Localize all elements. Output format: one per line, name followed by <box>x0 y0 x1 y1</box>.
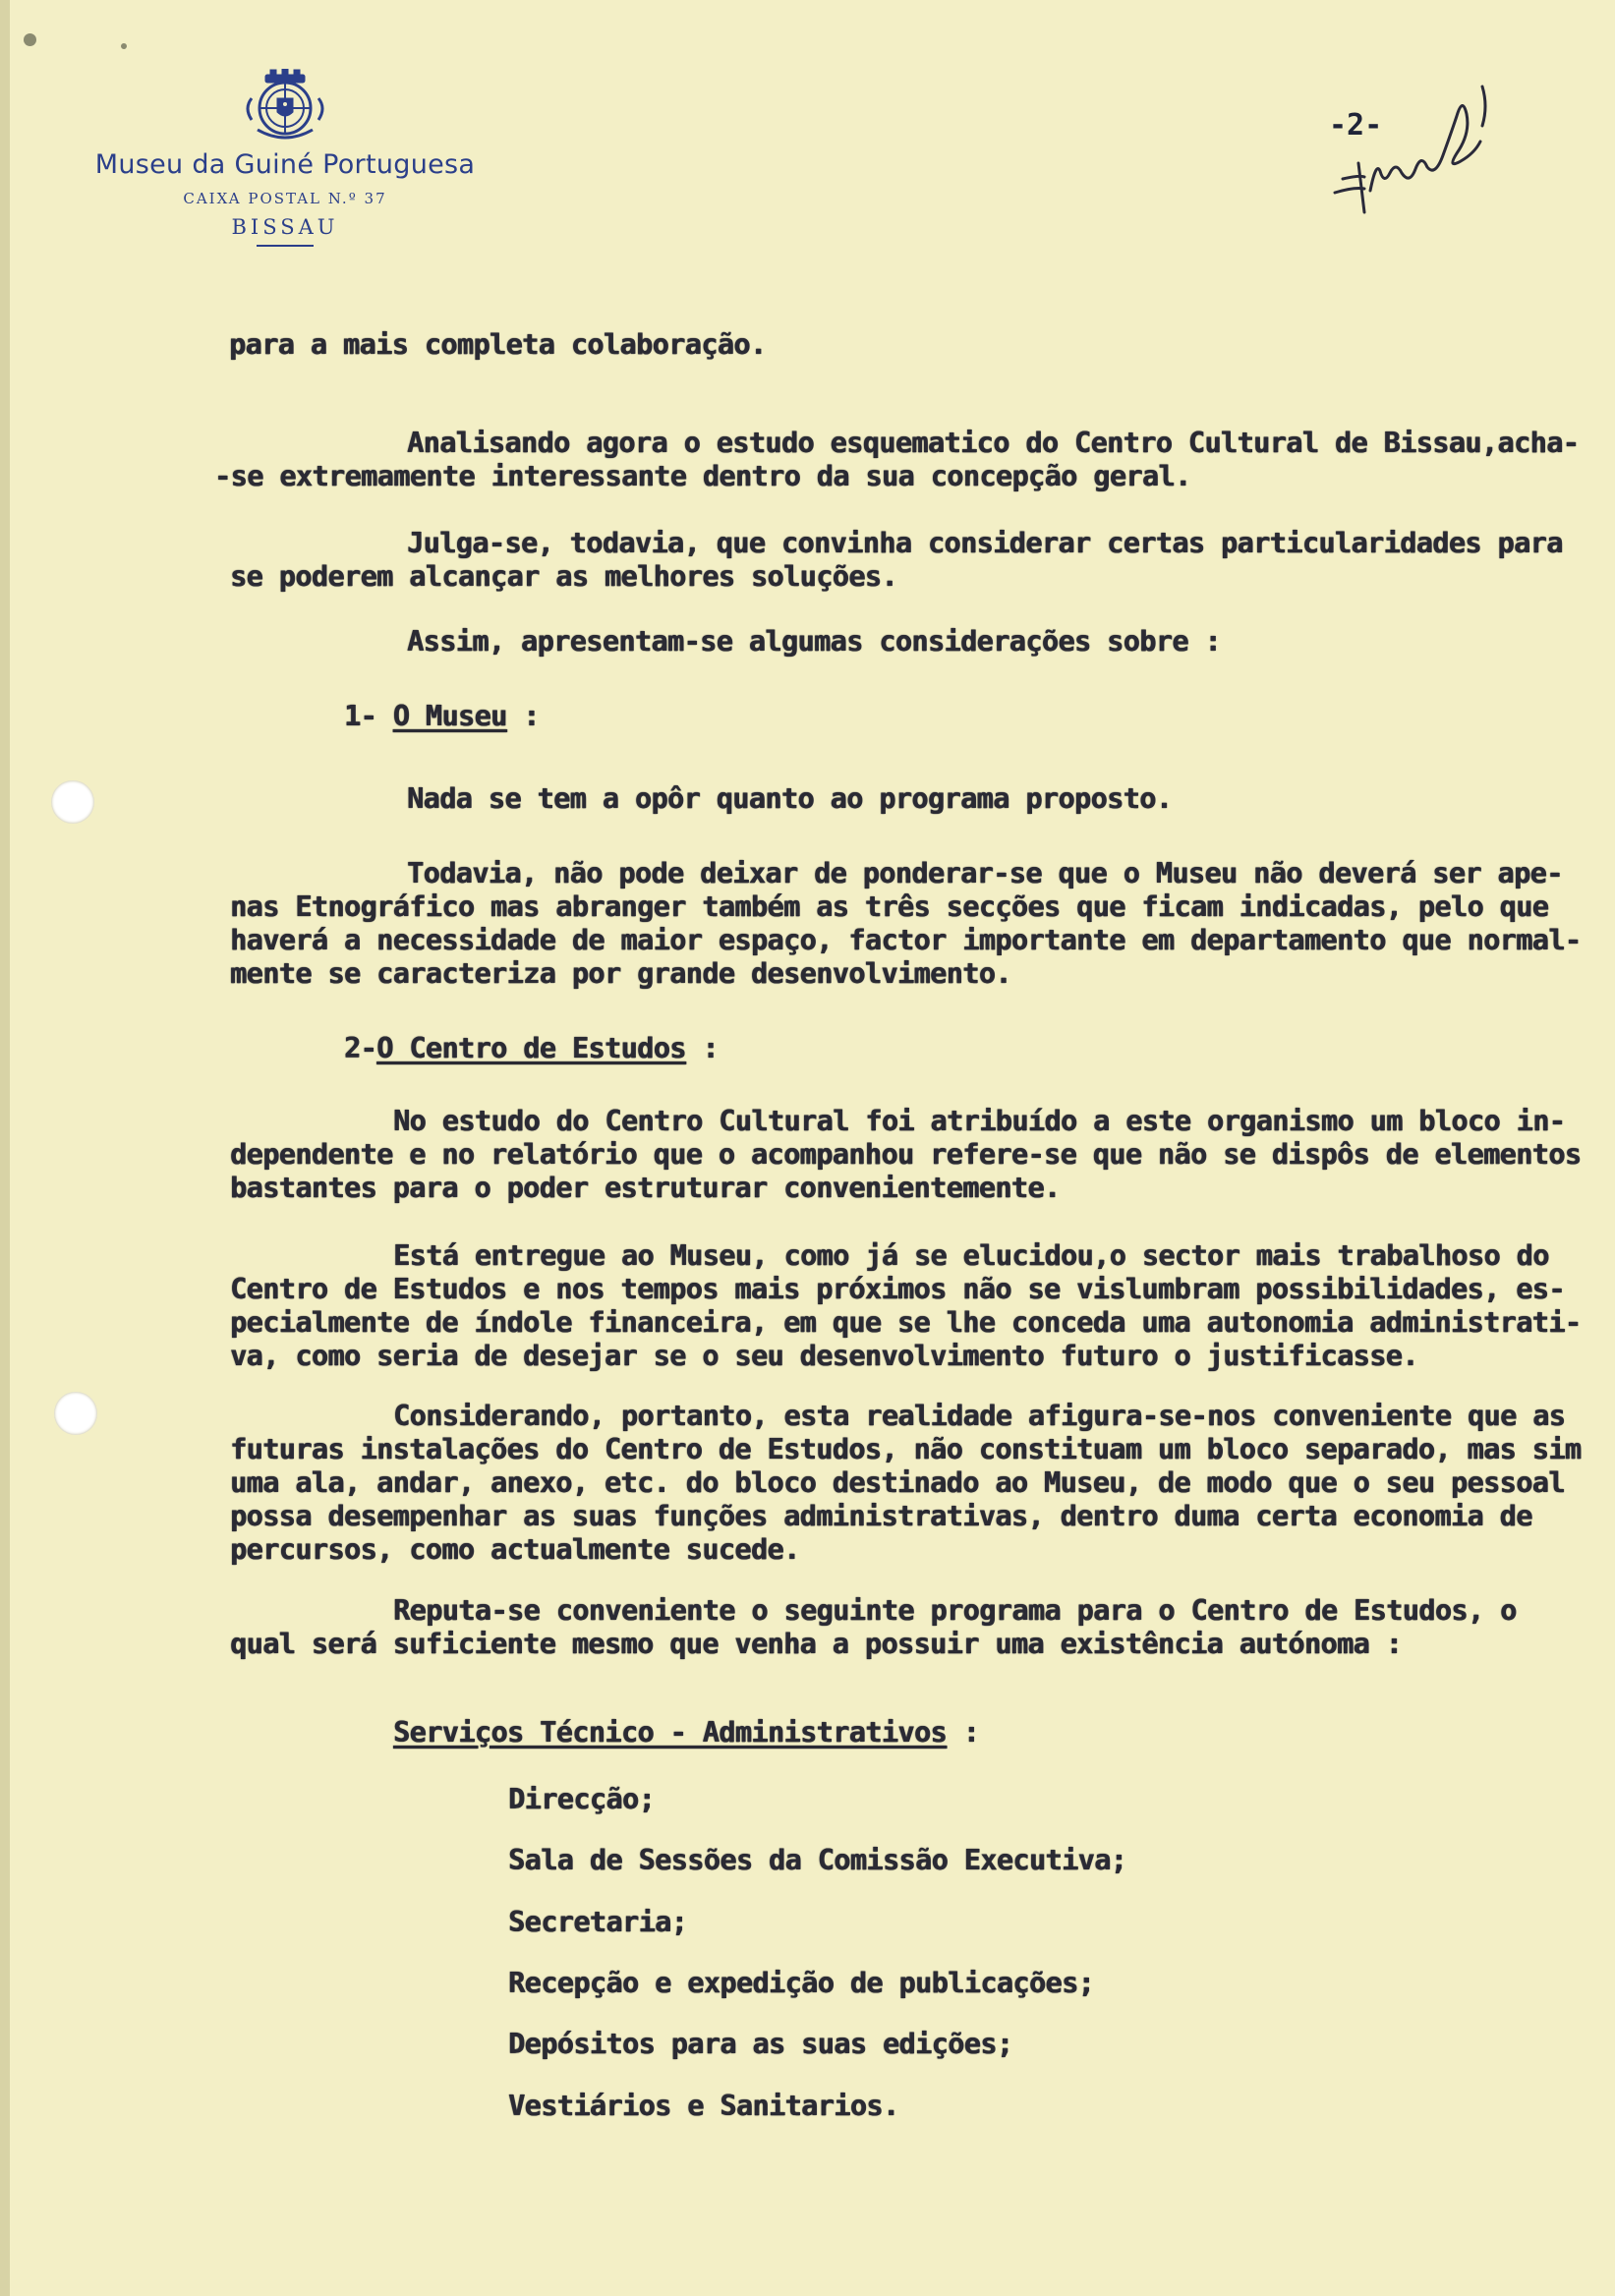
list-item: Depósitos para as suas edições; <box>508 2028 1013 2060</box>
body-line: para a mais completa colaboração. <box>229 328 767 361</box>
list-item: Secretaria; <box>508 1906 688 1938</box>
ink-spot <box>24 33 36 46</box>
body-line: Considerando, portanto, esta realidade afigura-se-nos conveniente que as <box>393 1400 1566 1432</box>
body-line: possa desempenhar as suas funções administrativas, dentro duma certa economia de <box>230 1500 1532 1532</box>
section-colon: : <box>702 1032 719 1064</box>
body-line: se poderem alcançar as melhores soluções. <box>230 560 897 593</box>
punch-hole-bottom <box>54 1392 97 1435</box>
list-heading-colon: : <box>962 1716 980 1749</box>
museum-name: Museu da Guiné Portuguesa <box>94 149 476 180</box>
body-line: Nada se tem a opôr quanto ao programa proposto. <box>407 782 1173 815</box>
section-colon: : <box>523 700 540 732</box>
body-line: uma ala, andar, anexo, etc. do bloco destinado ao Museu, de modo que o seu pessoal <box>230 1466 1565 1499</box>
body-line: Centro de Estudos e nos tempos mais próximos não se vislumbram possibilidades, es- <box>230 1273 1565 1305</box>
page-number: -2- <box>1329 108 1383 143</box>
coat-of-arms-icon <box>238 69 332 145</box>
list-item: Sala de Sessões da Comissão Executiva; <box>508 1844 1127 1876</box>
body-line: dependente e no relatório que o acompanhou refere-se que não se dispôs de elementos <box>230 1138 1582 1171</box>
list-item: Direcção; <box>508 1783 656 1815</box>
section-title: O Centro de Estudos <box>376 1032 686 1064</box>
body-line: Todavia, não pode deixar de ponderar-se que o Museu não deverá ser ape- <box>407 857 1563 890</box>
body-line: futuras instalações do Centro de Estudos, não constituam um bloco separado, mas sim <box>230 1433 1582 1465</box>
body-line: Assim, apresentam-se algumas considerações sobre : <box>407 625 1221 658</box>
postal-box: CAIXA POSTAL N.º 37 <box>183 190 387 207</box>
body-line: -se extremamente interessante dentro da sua concepção geral. <box>214 460 1191 492</box>
ink-spot <box>121 43 127 49</box>
list-heading <box>393 1717 979 1749</box>
section-1-heading <box>344 701 540 732</box>
body-line: Está entregue ao Museu, como já se elucidou,o sector mais trabalhoso do <box>393 1239 1549 1272</box>
page-edge <box>0 0 10 2296</box>
body-line: No estudo do Centro Cultural foi atribuído a este organismo um bloco in- <box>393 1105 1566 1137</box>
list-item: Vestiários e Sanitarios. <box>508 2090 899 2122</box>
body-line: haverá a necessidade de maior espaço, factor importante em departamento que normal- <box>230 924 1582 956</box>
body-line: Julga-se, todavia, que convinha considerar certas particularidades para <box>407 527 1563 559</box>
list-item: Recepção e expedição de publicações; <box>508 1967 1095 1999</box>
section-title: O Museu <box>392 700 507 732</box>
section-number: 1- <box>344 700 377 732</box>
body-line: mente se caracteriza por grande desenvolvimento. <box>230 957 1011 990</box>
body-line: qual será suficiente mesmo que venha a possuir uma existência autónoma : <box>230 1628 1403 1660</box>
body-line: pecialmente de índole financeira, em que se lhe conceda uma autonomia administrati- <box>230 1306 1582 1339</box>
body-line: bastantes para o poder estruturar convenientemente. <box>230 1172 1061 1204</box>
section-number: 2- <box>344 1032 377 1064</box>
body-line: va, como seria de desejar se o seu desenvolvimento futuro o justificasse. <box>230 1340 1418 1372</box>
letterhead <box>79 69 491 247</box>
body-line: Analisando agora o estudo esquematico do Centro Cultural de Bissau,acha- <box>407 427 1580 459</box>
signature-icon <box>1325 77 1522 214</box>
punch-hole-top <box>51 780 94 824</box>
body-line: nas Etnográfico mas abranger também as três secções que ficam indicadas, pelo que <box>230 890 1549 923</box>
section-2-heading <box>344 1033 719 1064</box>
body-line: Reputa-se conveniente o seguinte programa para o Centro de Estudos, o <box>393 1594 1517 1627</box>
list-heading-text: Serviços Técnico - Administrativos <box>393 1716 947 1749</box>
letterhead-rule <box>257 245 314 247</box>
city: BISSAU <box>231 215 339 239</box>
body-line: percursos, como actualmente sucede. <box>230 1533 800 1566</box>
